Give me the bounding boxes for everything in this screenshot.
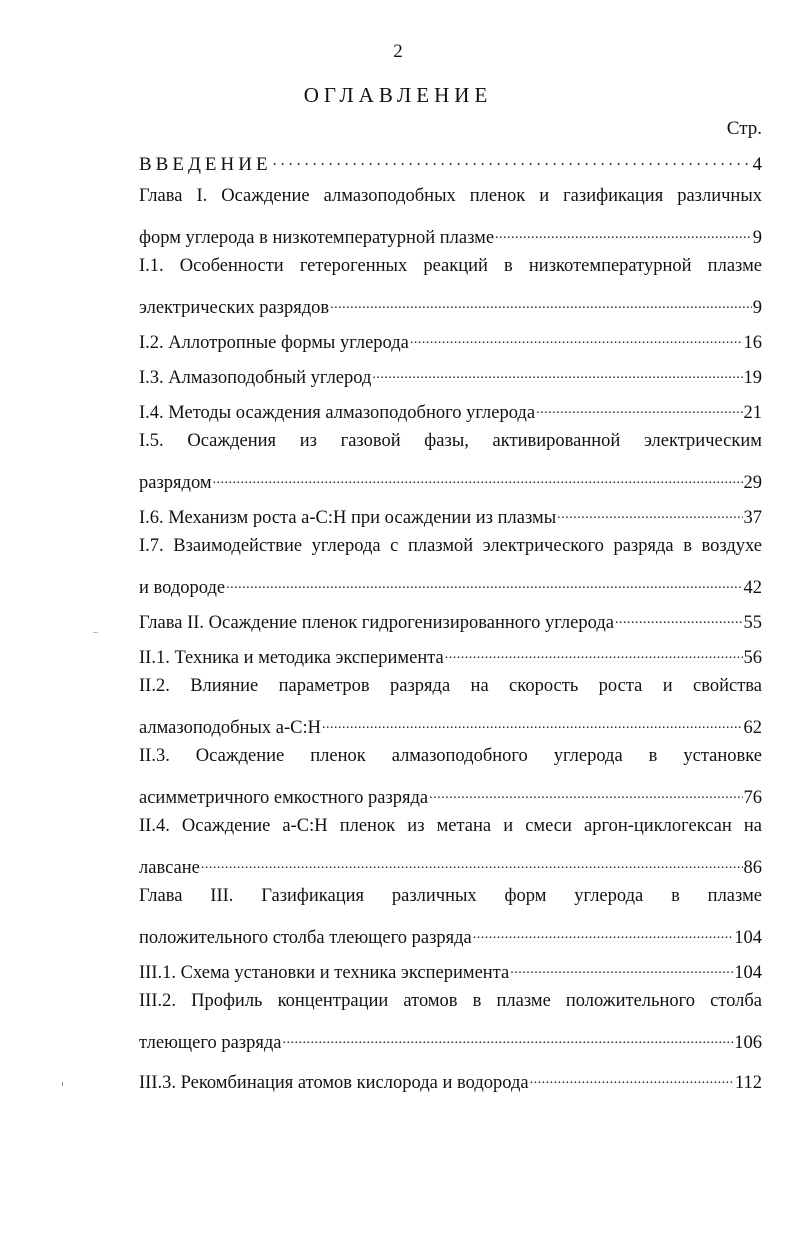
dot-leader <box>283 1026 734 1048</box>
toc-entry-title: положительного столба тлеющего разряда <box>139 928 472 947</box>
toc-entry-title: I.6. Механизм роста a-C:H при осаждении из плазмы <box>139 508 557 527</box>
toc-line <box>139 991 762 1017</box>
toc-line <box>139 711 762 737</box>
toc-line <box>139 606 762 632</box>
toc-page-number: 19 <box>743 368 762 387</box>
toc-entry-title: III.1. Схема установки и техника эксперимента <box>139 963 510 982</box>
toc-entry-title: Глава II. Осаждение пленок гидрогенизированного углерода <box>139 613 614 632</box>
toc-entry-title: I.5. Осаждения из газовой фазы, активированной электрическим <box>139 431 762 451</box>
toc-line <box>139 148 762 174</box>
toc-line <box>139 221 762 247</box>
page-title: ОГЛАВЛЕНИЕ <box>303 83 493 107</box>
toc-line <box>139 466 762 492</box>
dot-leader <box>615 606 743 628</box>
toc-page-number: 62 <box>743 718 762 737</box>
toc-entry-title: II.2. Влияние параметров разряда на скорость роста и свойства <box>139 676 762 696</box>
toc-page-number: 29 <box>743 473 762 492</box>
dot-leader <box>510 956 733 978</box>
dot-leader <box>213 466 743 488</box>
toc-line <box>139 851 762 877</box>
toc-line <box>139 746 762 772</box>
toc-line <box>139 676 762 702</box>
toc-line <box>139 1066 762 1092</box>
toc-page-number: 86 <box>743 858 762 877</box>
dot-leader <box>445 641 743 663</box>
toc-page-number: 112 <box>734 1073 762 1092</box>
toc-entry-title: лавсане <box>139 858 200 877</box>
toc-page-number: 55 <box>743 613 762 632</box>
dot-leader <box>473 921 733 943</box>
toc-line <box>139 396 762 422</box>
toc-entry-title: разрядом <box>139 473 212 492</box>
toc-entry-title: алмазоподобных a-C:H <box>139 718 321 737</box>
toc-page-number: 9 <box>752 298 762 317</box>
toc-line <box>139 886 762 912</box>
toc-entry-title: Глава I. Осаждение алмазоподобных пленок и газификация различных <box>139 186 762 206</box>
dot-leader <box>273 148 752 170</box>
toc-page-number: 104 <box>734 928 762 947</box>
toc-page-number: 42 <box>743 578 762 597</box>
toc-page-number: 4 <box>752 154 762 174</box>
toc-entry-title: электрических разрядов <box>139 298 330 317</box>
dot-leader <box>429 781 742 803</box>
dot-leader <box>410 326 743 348</box>
toc-page-number: 21 <box>743 403 762 422</box>
toc-line <box>139 571 762 597</box>
toc-page-number: 37 <box>743 508 762 527</box>
toc-line <box>139 816 762 842</box>
dot-leader <box>372 361 742 383</box>
dot-leader <box>201 851 743 873</box>
dot-leader <box>226 571 742 593</box>
toc-line <box>139 256 762 282</box>
toc-entry-title: III.3. Рекомбинация атомов кислорода и водорода <box>139 1073 529 1092</box>
toc-entry-title: I.3. Алмазоподобный углерод <box>139 368 372 387</box>
toc-line <box>139 501 762 527</box>
toc-page-number: 106 <box>734 1033 762 1052</box>
dot-leader <box>536 396 742 418</box>
toc-entry-title: и водороде <box>139 578 226 597</box>
toc-line <box>139 781 762 807</box>
toc-page-number: 9 <box>752 228 762 247</box>
toc-entry-title: форм углерода в низкотемпературной плазме <box>139 228 495 247</box>
toc-line <box>139 361 762 387</box>
toc-line <box>139 291 762 317</box>
dot-leader <box>330 291 752 313</box>
scan-speck <box>93 632 98 633</box>
page-column-label: Стр. <box>726 118 762 139</box>
scan-speck <box>62 1082 63 1086</box>
toc-entry-title: I.2. Аллотропные формы углерода <box>139 333 409 352</box>
toc-page-number: 104 <box>734 963 762 982</box>
toc-entry-title: Глава III. Газификация различных форм углерода в плазме <box>139 886 762 906</box>
toc-entry-title: I.7. Взаимодействие углерода с плазмой электрического разряда в воздухе <box>139 536 762 556</box>
toc-entry-title: асимметричного емкостного разряда <box>139 788 429 807</box>
toc-entry-title: III.2. Профиль концентрации атомов в плазме положительного столба <box>139 991 762 1011</box>
toc-line <box>139 1026 762 1052</box>
toc-entry-title: I.4. Методы осаждения алмазоподобного углерода <box>139 403 536 422</box>
toc-entry-title: ВВЕДЕНИЕ <box>139 154 272 174</box>
toc-line <box>139 536 762 562</box>
page-number: 2 <box>393 41 403 62</box>
toc-entry-title: II.3. Осаждение пленок алмазоподобного углерода в установке <box>139 746 762 766</box>
toc-entry-title: I.1. Особенности гетерогенных реакций в низкотемпературной плазме <box>139 256 762 276</box>
toc-line <box>139 186 762 212</box>
dot-leader <box>495 221 752 243</box>
toc-page-number: 76 <box>743 788 762 807</box>
toc-line <box>139 431 762 457</box>
toc-page-number: 56 <box>743 648 762 667</box>
toc-entry-title: II.4. Осаждение a-C:H пленок из метана и смеси аргон-циклогексан на <box>139 816 762 836</box>
toc-line <box>139 326 762 352</box>
dot-leader <box>322 711 743 733</box>
dot-leader <box>530 1066 734 1088</box>
dot-leader <box>557 501 742 523</box>
toc-page-number: 16 <box>743 333 762 352</box>
toc-entry-title: тлеющего разряда <box>139 1033 282 1052</box>
toc-line <box>139 956 762 982</box>
toc-entry-title: II.1. Техника и методика эксперимента <box>139 648 444 667</box>
toc-line <box>139 921 762 947</box>
toc-line <box>139 641 762 667</box>
